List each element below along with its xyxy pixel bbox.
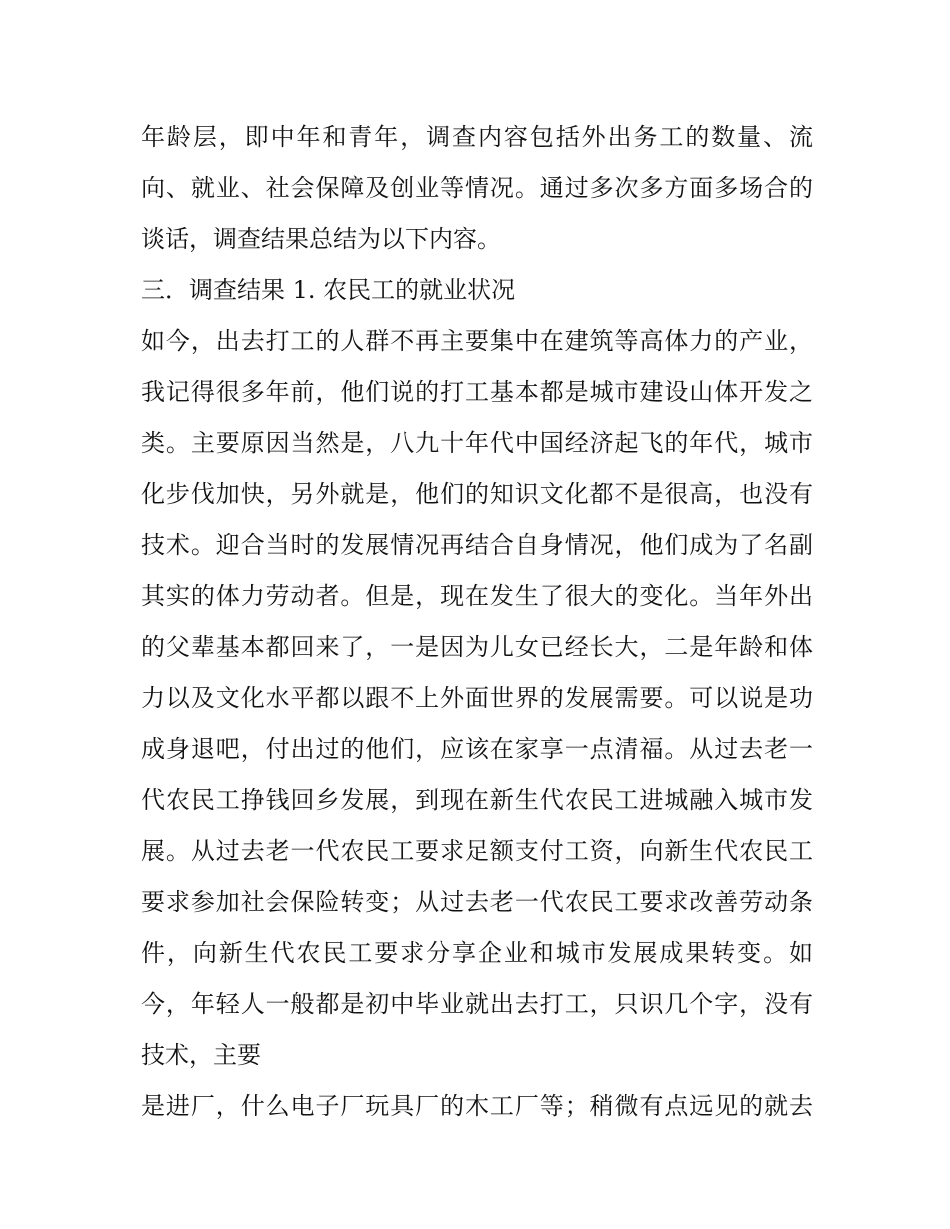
text-line: 力以及文化水平都以跟不上外面世界的发展需要。可以说是功: [141, 684, 813, 712]
text-line: 代农民工挣钱回乡发展，到现在新生代农民工进城融入城市发: [141, 786, 813, 814]
text-line: 成身退吧，付出过的他们，应该在家享一点清福。从过去老一: [141, 735, 813, 763]
text-line: 化步伐加快，另外就是，他们的知识文化都不是很高，也没有: [141, 480, 813, 508]
text-line: 年龄层，即中年和青年，调查内容包括外出务工的数量、流: [141, 123, 813, 151]
text-line: 谈话，调查结果总结为以下内容。: [141, 225, 501, 253]
text-line: 展。从过去老一代农民工要求足额支付工资，向新生代农民工: [141, 837, 813, 865]
text-line: 类。主要原因当然是，八九十年代中国经济起飞的年代，城市: [141, 429, 813, 457]
text-line: 技术。迎合当时的发展情况再结合自身情况，他们成为了名副: [141, 531, 813, 559]
text-line: 要求参加社会保险转变；从过去老一代农民工要求改善劳动条: [141, 888, 813, 916]
text-line: 今，年轻人一般都是初中毕业就出去打工，只识几个字，没有: [141, 990, 813, 1018]
text-line: 技术，主要: [141, 1041, 261, 1069]
text-line: 件，向新生代农民工要求分享企业和城市发展成果转变。如: [141, 939, 813, 967]
text-line: 如今，出去打工的人群不再主要集中在建筑等高体力的产业，: [141, 327, 813, 355]
text-line: 其实的体力劳动者。但是，现在发生了很大的变化。当年外出: [141, 582, 813, 610]
text-line: 向、就业、社会保障及创业等情况。通过多次多方面多场合的: [141, 174, 813, 202]
text-line: 我记得很多年前，他们说的打工基本都是城市建设山体开发之: [141, 378, 813, 406]
text-line: 的父辈基本都回来了，一是因为儿女已经长大，二是年龄和体: [141, 633, 813, 661]
section-heading: 三．调查结果 1. 农民工的就业状况: [141, 276, 516, 304]
text-line: 是进厂，什么电子厂玩具厂的木工厂等；稍微有点远见的就去: [141, 1092, 813, 1120]
body-text: [141, 112, 813, 1132]
